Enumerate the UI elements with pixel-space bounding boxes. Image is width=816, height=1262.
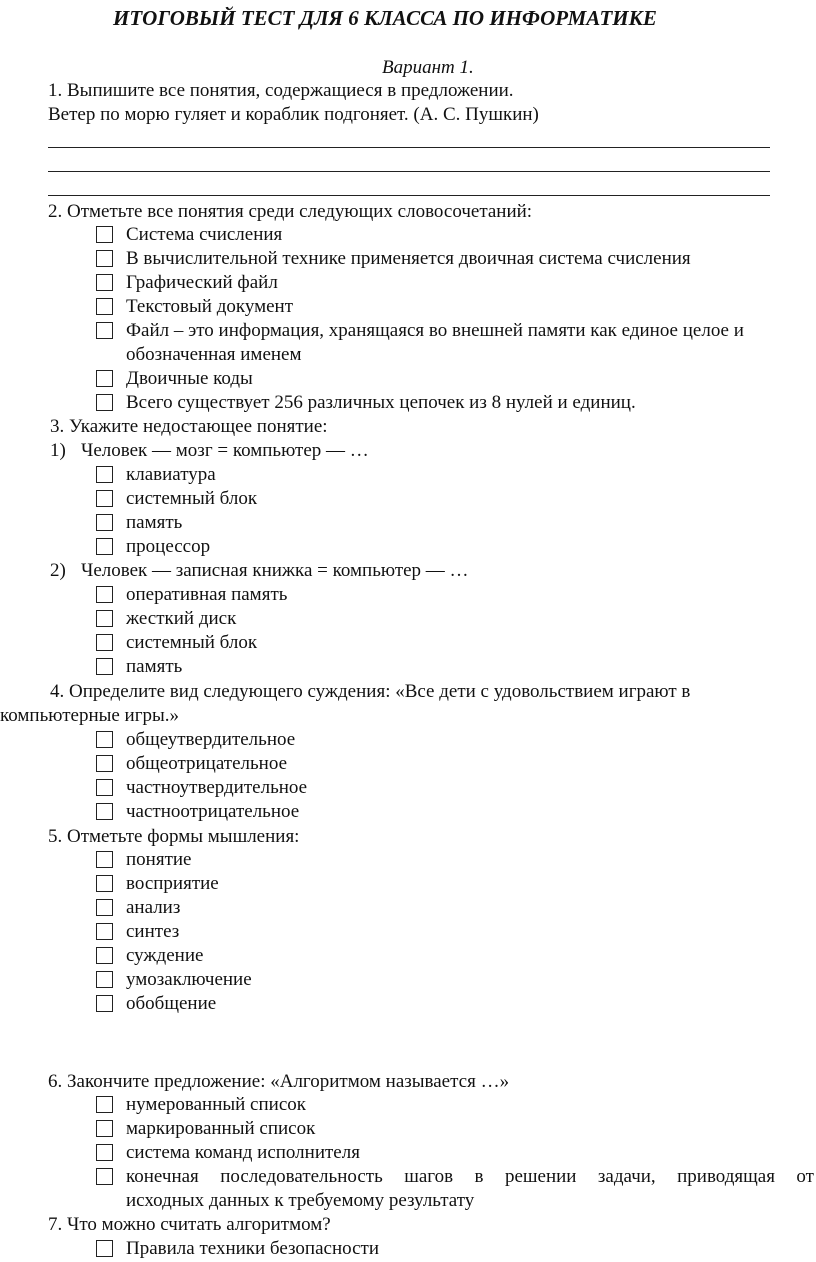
q3-sub2-option: оперативная память [126,584,288,605]
q3-sub1-option: клавиатура [126,464,216,485]
checkbox[interactable] [96,610,113,627]
q4-option: частноутвердительное [126,777,308,798]
checkbox[interactable] [96,322,113,339]
checkbox[interactable] [96,1096,113,1113]
q2-option: В вычислительной технике применяется двоичная система счисления [126,248,691,269]
q3-sub1-option: память [126,512,183,533]
q5-option: восприятие [126,873,219,894]
checkbox[interactable] [96,995,113,1012]
checkbox[interactable] [96,875,113,892]
q5-option: анализ [126,897,181,918]
checkbox[interactable] [96,851,113,868]
checkbox[interactable] [96,250,113,267]
q2-text: 2. Отметьте все понятия среди следующих словосочетаний: [48,201,533,222]
q2-option: Двоичные коды [126,368,253,389]
q3-sub1-number: 1) [50,440,66,461]
checkbox[interactable] [96,274,113,291]
checkbox[interactable] [96,971,113,988]
q3-sub2-option: память [126,656,183,677]
q3-sub2-option: жесткий диск [126,608,237,629]
q5-text: 5. Отметьте формы мышления: [48,826,300,847]
q5-option: суждение [126,945,204,966]
checkbox[interactable] [96,1120,113,1137]
q2-option-continued: обозначенная именем [126,344,302,365]
checkbox[interactable] [96,514,113,531]
checkbox[interactable] [96,394,113,411]
q6-option: конечная последовательность шагов в решении задачи, приводящая от [126,1166,814,1187]
checkbox[interactable] [96,538,113,555]
checkbox[interactable] [96,779,113,796]
checkbox[interactable] [96,490,113,507]
checkbox[interactable] [96,466,113,483]
variant-label: Вариант 1. [382,57,474,78]
q6-option: нумерованный список [126,1094,306,1115]
checkbox[interactable] [96,634,113,651]
q3-sub1-text: Человек — мозг = компьютер — … [81,440,369,461]
checkbox[interactable] [96,947,113,964]
q6-option: система команд исполнителя [126,1142,360,1163]
q5-option: умозаключение [126,969,252,990]
checkbox[interactable] [96,755,113,772]
q7-text: 7. Что можно считать алгоритмом? [48,1214,331,1235]
checkbox[interactable] [96,899,113,916]
q4-text-line2: компьютерные игры.» [0,705,180,726]
q2-option: Всего существует 256 различных цепочек из 8 нулей и единиц. [126,392,636,413]
q3-text: 3. Укажите недостающее понятие: [50,416,328,437]
checkbox[interactable] [96,1240,113,1257]
q1-quote: Ветер по морю гуляет и кораблик подгоняет. (А. С. Пушкин) [48,104,539,125]
q4-option: частноотрицательное [126,801,300,822]
q5-option: синтез [126,921,180,942]
checkbox[interactable] [96,1144,113,1161]
q4-option: общеотрицательное [126,753,288,774]
q5-option: обобщение [126,993,217,1014]
checkbox[interactable] [96,370,113,387]
q6-option: маркированный список [126,1118,316,1139]
checkbox[interactable] [96,658,113,675]
page-title: ИТОГОВЫЙ ТЕСТ ДЛЯ 6 КЛАССА ПО ИНФОРМАТИКЕ [113,6,657,30]
q2-option: Файл – это информация, хранящаяся во внешней памяти как единое целое и [126,320,744,341]
q2-option: Текстовый документ [126,296,294,317]
q3-sub1-option: процессор [126,536,211,557]
q4-option: общеутвердительное [126,729,296,750]
q5-option: понятие [126,849,192,870]
checkbox[interactable] [96,586,113,603]
q7-option: Правила техники безопасности [126,1238,379,1259]
answer-line-2[interactable] [48,171,770,172]
q1-text: 1. Выпишите все понятия, содержащиеся в предложении. [48,80,514,101]
checkbox[interactable] [96,1168,113,1185]
answer-line-3[interactable] [48,195,770,196]
q2-option: Графический файл [126,272,278,293]
checkbox[interactable] [96,803,113,820]
q2-option: Система счисления [126,224,283,245]
q6-text: 6. Закончите предложение: «Алгоритмом называется …» [48,1071,510,1092]
q3-sub2-option: системный блок [126,632,258,653]
checkbox[interactable] [96,298,113,315]
q4-text-line1: 4. Определите вид следующего суждения: «Все дети с удовольствием играют в [50,681,691,702]
q3-sub2-text: Человек — записная книжка = компьютер — … [81,560,469,581]
q3-sub2-number: 2) [50,560,66,581]
answer-line-1[interactable] [48,147,770,148]
checkbox[interactable] [96,226,113,243]
checkbox[interactable] [96,731,113,748]
q3-sub1-option: системный блок [126,488,258,509]
checkbox[interactable] [96,923,113,940]
q6-option-continued: исходных данных к требуемому результату [126,1190,475,1211]
